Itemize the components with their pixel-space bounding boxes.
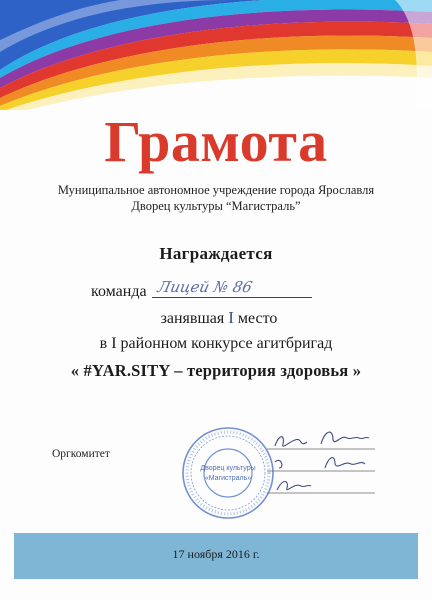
awarded-label: Награждается — [159, 244, 273, 263]
organization-line-2: Дворец культуры “Магистраль” — [131, 199, 301, 213]
stamp-center-line-1: Дворец культуры — [200, 465, 256, 472]
place-suffix: место — [237, 310, 278, 327]
place-handwritten: I — [228, 308, 234, 327]
signature-3 — [277, 482, 311, 491]
place-prefix: занявшая — [160, 310, 225, 327]
team-underline — [152, 297, 312, 298]
team-handwritten-name: Лицей № 86 — [156, 278, 254, 296]
team-prefix: команда — [91, 283, 147, 300]
issue-date: 17 ноября 2016 г. — [172, 547, 260, 561]
place-line — [0, 308, 432, 328]
contest-theme: « #YAR.SITY – территория здоровья » — [70, 361, 362, 380]
contest-line: в I районном конкурсе агитбригад — [99, 335, 333, 352]
signature-2 — [275, 458, 365, 468]
committee-label: Оргкомитет — [52, 448, 110, 460]
signatures-block — [255, 420, 385, 505]
rainbow-decoration — [0, 0, 432, 110]
signature-1 — [275, 432, 369, 446]
organization-line-1: Муниципальное автономное учреждение города Ярославля — [57, 183, 375, 197]
certificate-title: Грамота — [104, 109, 328, 174]
stamp-center-line-2: «Магистраль» — [204, 475, 252, 482]
